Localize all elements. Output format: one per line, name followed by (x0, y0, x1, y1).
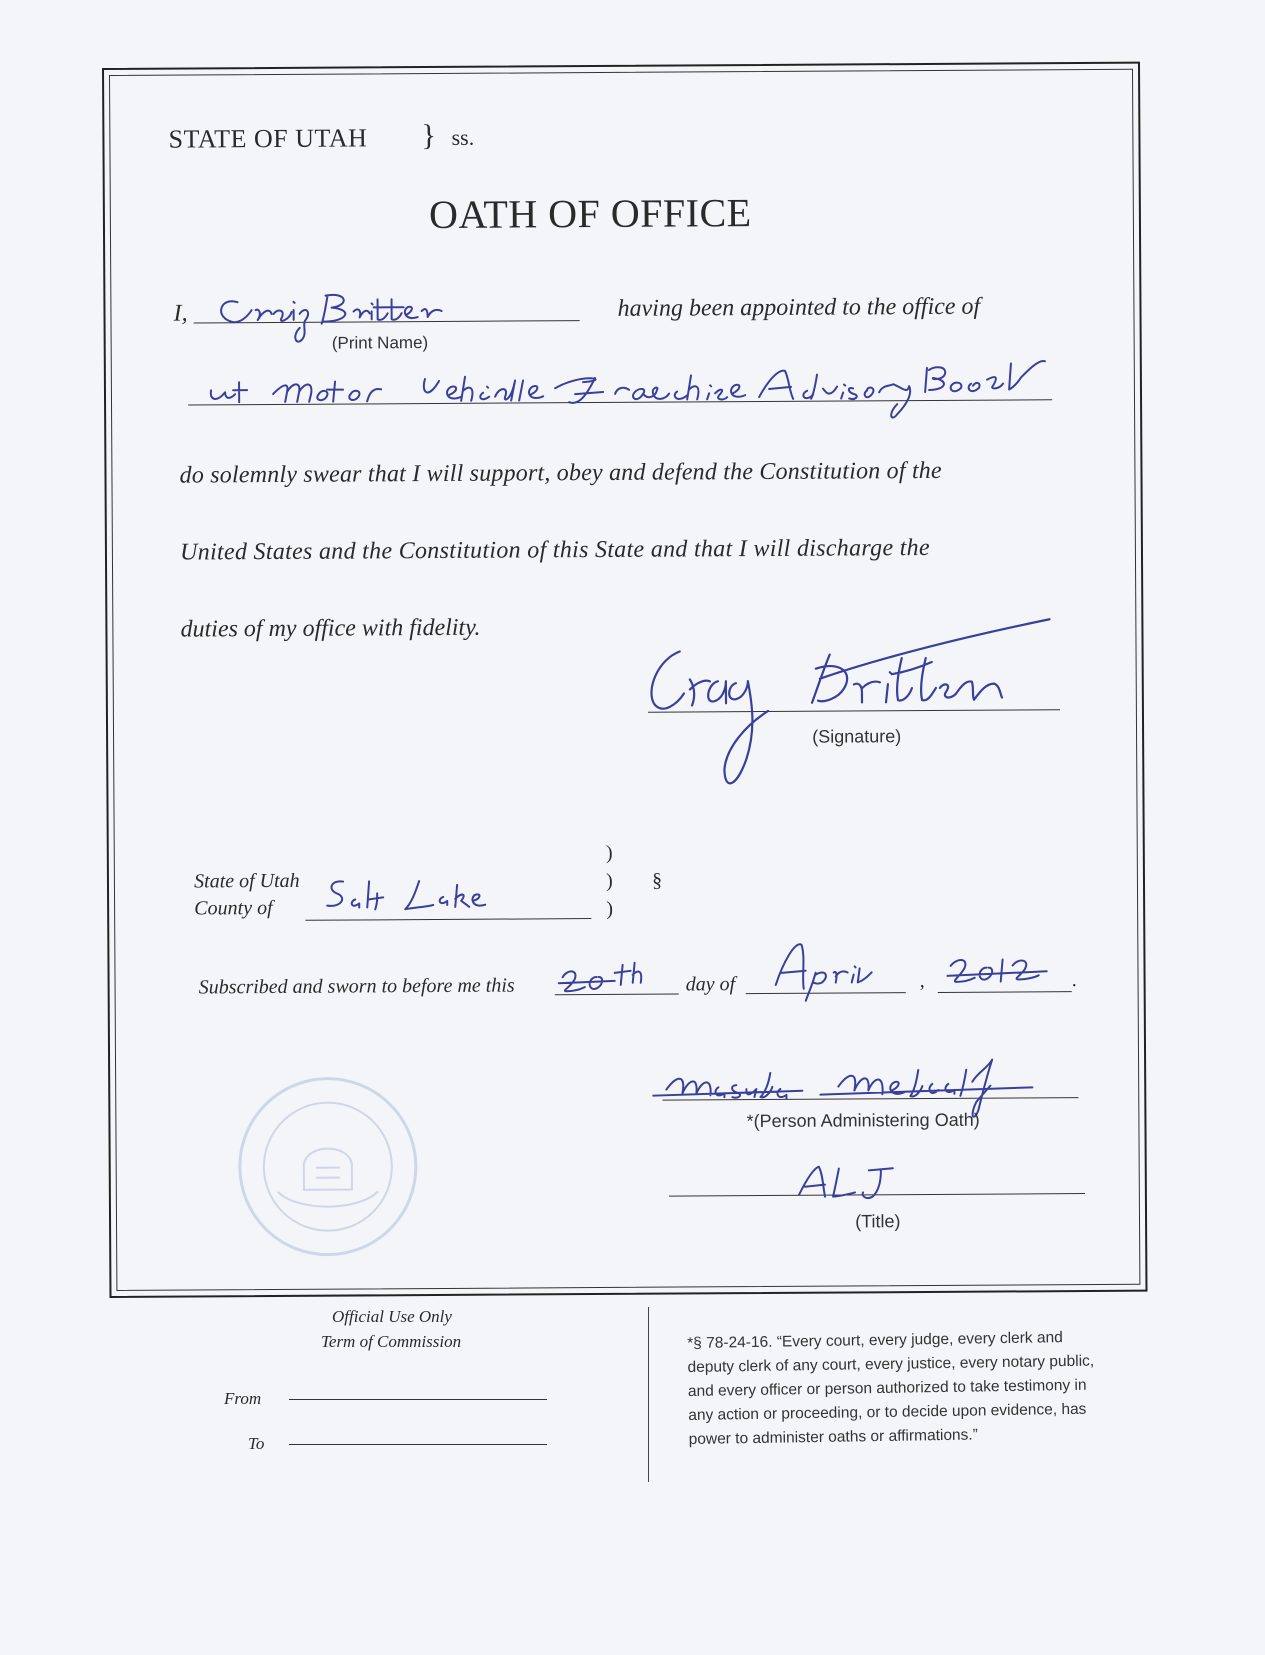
footnote-line-3: and every officer or person authorized to take testimony in (687, 1376, 1087, 1400)
handwritten-day (557, 955, 677, 1002)
ss-label: ss. (451, 124, 475, 150)
footnote-line-4: any action or proceeding, or to decide upon evidence, has (688, 1400, 1087, 1424)
footnote-line-2: deputy clerk of any court, every justice, every notary public, (687, 1352, 1095, 1376)
to-label: To (248, 1434, 265, 1453)
from-label: From (224, 1389, 262, 1408)
footnote-line-1: *§ 78-24-16. “Every court, every judge, every clerk and (687, 1329, 1063, 1352)
bottom-divider (648, 1307, 649, 1482)
handwritten-signature (640, 617, 1071, 800)
oath-line-3: duties of my office with fidelity. (180, 614, 481, 643)
appointment-text: having been appointed to the office of (617, 293, 981, 322)
from-line (289, 1399, 547, 1400)
term-of-commission-heading: Term of Commission (321, 1332, 462, 1351)
administrator-caption: *(Person Administering Oath) (746, 1109, 980, 1132)
handwritten-county (321, 871, 501, 922)
signature-caption: (Signature) (812, 726, 902, 747)
handwritten-month (771, 936, 911, 1003)
print-name-caption: (Print Name) (331, 333, 429, 353)
handwritten-title (793, 1158, 923, 1203)
handwritten-year (947, 947, 1067, 994)
venue-paren-1: ) (605, 841, 613, 864)
oath-line-2: United States and the Constitution of this State and that I will discharge the (180, 534, 930, 566)
footnote (687, 1326, 1095, 1452)
day-of-label: day of (685, 973, 736, 996)
page-title: OATH OF OFFICE (428, 190, 752, 238)
state-seal-watermark (207, 1071, 448, 1262)
title-caption: (Title) (855, 1211, 901, 1232)
comma-separator: , (919, 970, 925, 993)
brace-glyph: } (421, 118, 437, 153)
oath-line-1: do solemnly swear that I will support, obey and defend the Constitution of the (179, 457, 942, 489)
i-prefix: I, (173, 300, 188, 327)
handwritten-office (203, 347, 1093, 436)
period-separator: . (1071, 969, 1077, 992)
to-line (289, 1444, 547, 1445)
venue-paren-2: ) (606, 869, 613, 892)
venue-county-label: County of (194, 897, 273, 920)
venue-state-label: State of Utah (194, 869, 300, 893)
official-use-heading: Official Use Only (332, 1307, 452, 1326)
state-heading: STATE OF UTAH (168, 123, 368, 154)
subscribed-text: Subscribed and sworn to before me this (198, 974, 515, 999)
section-symbol: § (652, 869, 663, 892)
venue-paren-3: ) (606, 897, 614, 920)
footnote-line-5: power to administer oaths or affirmations.” (688, 1426, 978, 1448)
